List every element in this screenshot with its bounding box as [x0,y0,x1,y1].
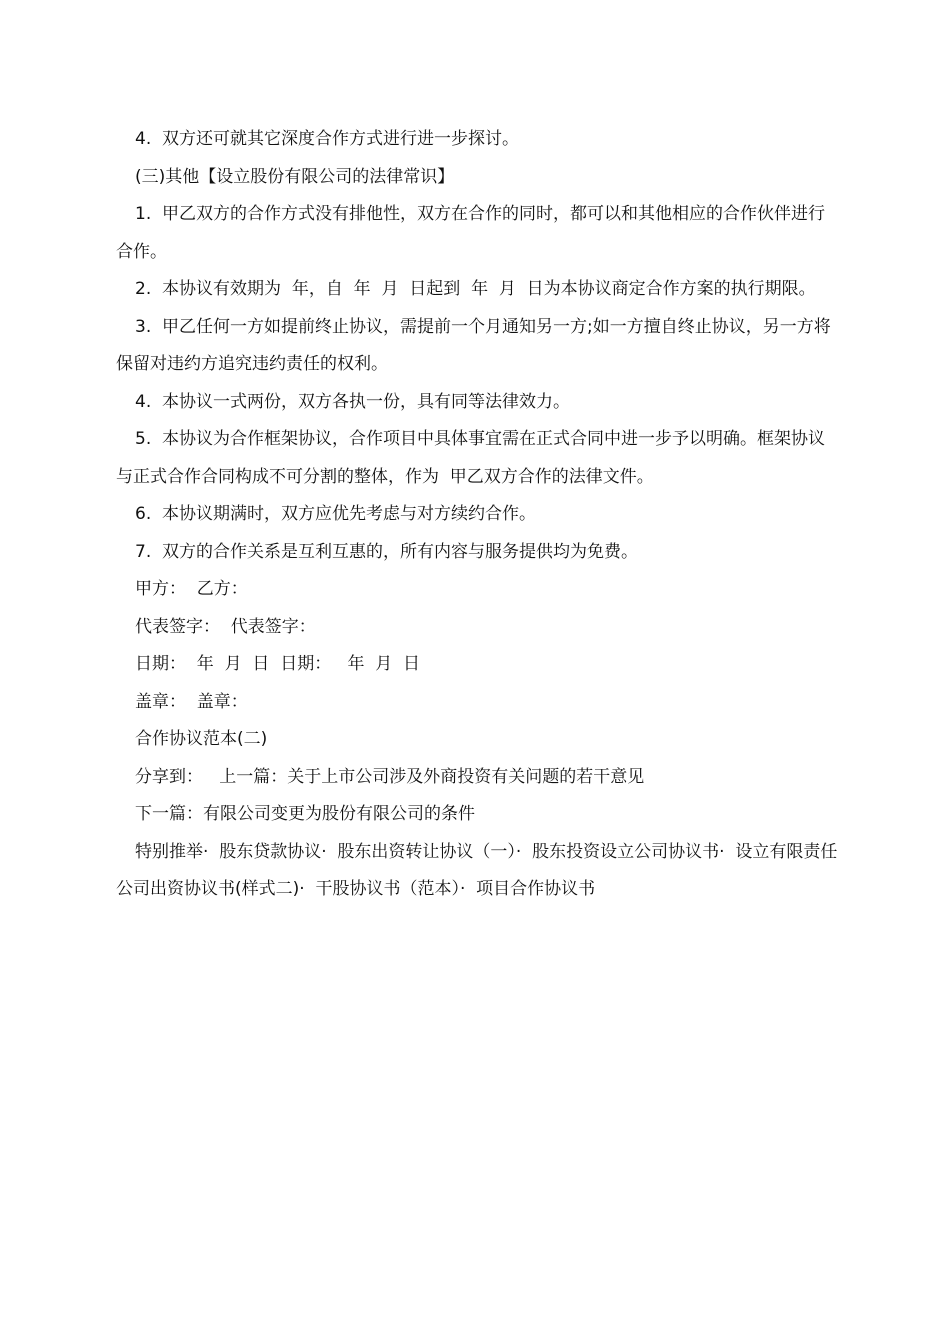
next-article-link[interactable]: 下一篇：有限公司变更为股份有限公司的条件 [135,804,475,824]
signature-date-line: 日期： 年 月 日 日期： 年 月 日 [135,654,421,674]
document-body [116,121,838,909]
paragraph-clause-4-copies: 4. 本协议一式两份，双方各执一份，具有同等法律效力。 [135,391,571,412]
paragraph-clause-6-renewal: 6. 本协议期满时，双方应优先考虑与对方续约合作。 [135,504,537,524]
paragraph-clause-1-non-exclusive: 1. 甲乙双方的合作方式没有排他性，双方在合作的同时，都可以和其他相应的合作伙伴进行合作。 [116,204,826,262]
share-and-previous-link[interactable]: 分享到： 上一篇：关于上市公司涉及外商投资有关问题的若干意见 [135,766,645,787]
signature-party-line: 甲方： 乙方： [135,579,248,599]
paragraph-clause-5-framework: 5. 本协议为合作框架协议，合作项目中具体事宜需在正式合同中进一步予以明确。框架协议与正式合作合同构成不可分割的整体，作为 甲乙双方合作的法律文件。 [116,429,826,487]
paragraph-clause-7-free-service: 7. 双方的合作关系是互利互惠的，所有内容与服务提供均为免费。 [135,541,639,562]
signature-representative-line: 代表签字： 代表签字： [135,616,316,637]
template-title-two: 合作协议范本(二) [135,729,268,749]
recommended-links[interactable]: 特别推举· 股东贷款协议· 股东出资转让协议（一）· 股东投资设立公司协议书· 设立有限责任公司出资协议书(样式二)· 干股协议书（范本）· 项目合作协议书 [116,841,838,899]
signature-seal-line: 盖章： 盖章： [135,691,248,712]
paragraph-clause-3-termination: 3. 甲乙任何一方如提前终止协议，需提前一个月通知另一方;如一方擅自终止协议，另一方将保留对违约方追究违约责任的权利。 [116,316,831,374]
paragraph-clause-2-validity: 2. 本协议有效期为 年，自 年 月 日起到 年 月 日为本协议商定合作方案的执行期限。 [135,279,816,299]
section-heading-other: (三)其他【设立股份有限公司的法律常识】 [135,166,455,187]
paragraph-item-4-further-cooperation: 4. 双方还可就其它深度合作方式进行进一步探讨。 [135,129,520,149]
